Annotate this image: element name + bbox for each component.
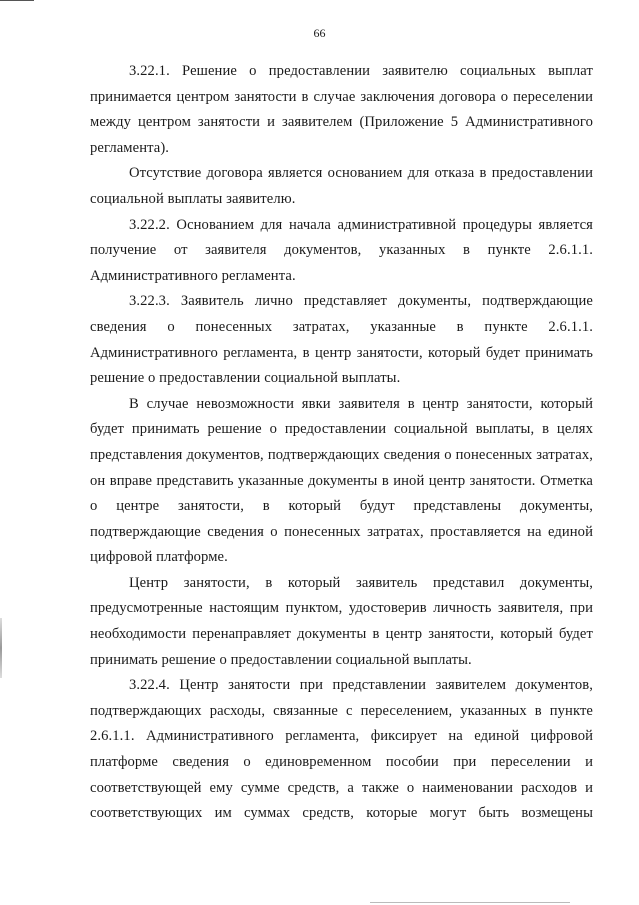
scan-edge-mark xyxy=(370,902,570,903)
scan-binding-shadow xyxy=(0,618,2,678)
paragraph-3-22-1: 3.22.1. Решение о предоставлении заявителю социальных выплат принимается центром занятости в случае заключения договора о переселении между центром занятости и заявителем (Приложение 5 Административного регламента). xyxy=(90,63,593,156)
paragraph-no-contract-refusal: Отсутствие договора является основанием для отказа в предоставлении социальной выплаты заявителю. xyxy=(90,165,593,207)
paragraph-3-22-2: 3.22.2. Основанием для начала административной процедуры является получение от заявителя документов, указанных в пункте 2.6.1.1. Административного регламента. xyxy=(90,216,593,284)
paragraph-inability-to-appear: В случае невозможности явки заявителя в центр занятости, который будет принимать решение о предоставлении социальной выплаты, в целях представления документов, подтверждающих сведения о понесенных затратах, он вправе представить указанные документы в иной центр занятости. Отметка о центре занятости, в который будут представлены документы, подтверждающие сведения о понесенных затратах, проставляется на единой цифровой платформе. xyxy=(90,395,593,566)
paragraph-redirect-documents: Центр занятости, в который заявитель представил документы, предусмотренные настоящим пунктом, удостоверив личность заявителя, при необходимости перенаправляет документы в центр занятости, который будет принимать решение о предоставлении социальной выплаты. xyxy=(90,574,593,668)
paragraph-3-22-3: 3.22.3. Заявитель лично представляет документы, подтверждающие сведения о понесенных затратах, указанные в пункте 2.6.1.1. Административного регламента, в центр занятости, который будет принимать решение о предоставлении социальной выплаты. xyxy=(90,293,593,387)
scan-edge-mark xyxy=(0,0,34,1)
page-number: 66 xyxy=(313,26,326,40)
document-body xyxy=(90,59,593,827)
paragraph-3-22-4: 3.22.4. Центр занятости при представлении заявителем документов, подтверждающих расходы, связанные с переселением, указанных в пункте 2.6.1.1. Административного регламента, фиксирует на единой цифровой платформе сведения о единовременном пособии при переселении и соответствующей ему сумме средств, а также о наименовании расходов и соответствующих им суммах средств, которые могут быть возмещены xyxy=(90,677,593,822)
